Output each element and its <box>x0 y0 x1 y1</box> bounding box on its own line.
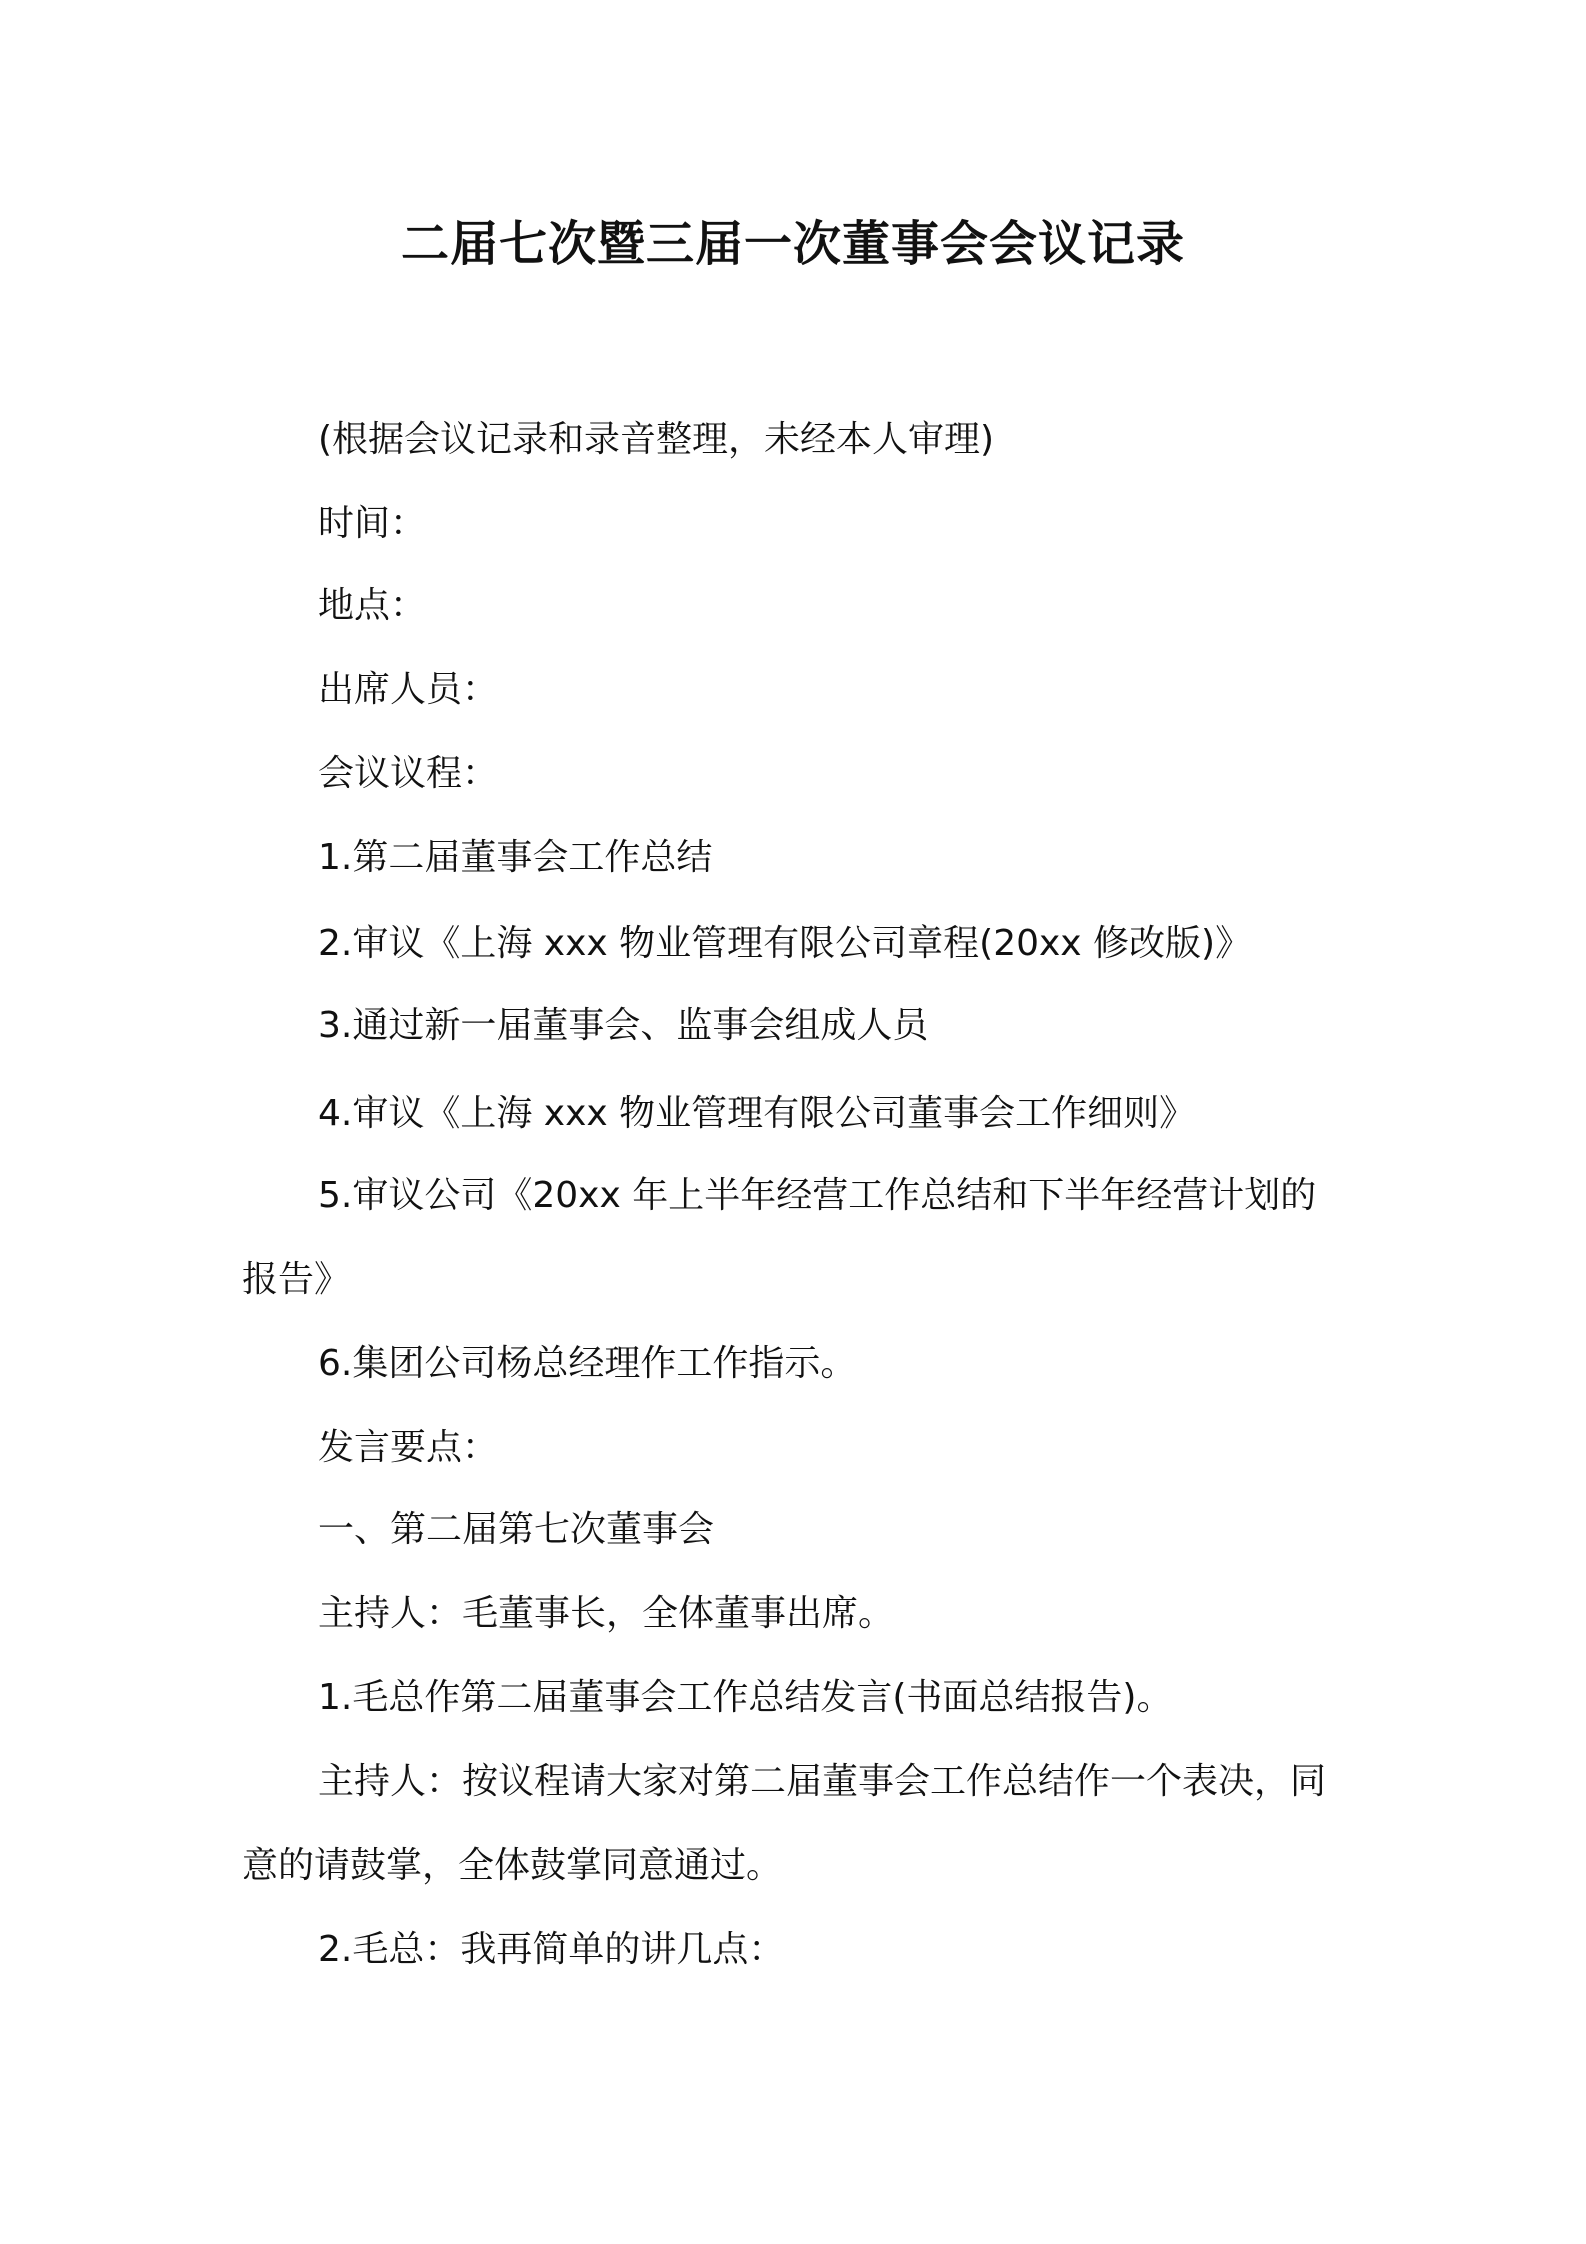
paragraph-vote-continued: 意的请鼓掌，全体鼓掌同意通过。 <box>242 1845 783 1886</box>
speech-points-heading: 发言要点： <box>318 1427 499 1468</box>
section-heading-1: 一、第二届第七次董事会 <box>318 1509 715 1550</box>
agenda-item-3: 3.通过新一届董事会、监事会组成人员 <box>318 1005 929 1046</box>
agenda-item-4: 4.审议《上海 xxx 物业管理有限公司董事会工作细则》 <box>318 1093 1196 1134</box>
paragraph-item-2: 2.毛总：我再简单的讲几点： <box>318 1929 785 1970</box>
document-title: 二届七次暨三届一次董事会会议记录 <box>400 216 1185 272</box>
location-field: 地点： <box>318 585 427 626</box>
agenda-item-1: 1.第二届董事会工作总结 <box>318 837 713 878</box>
agenda-item-2: 2.审议《上海 xxx 物业管理有限公司章程(20xx 修改版)》 <box>318 923 1252 964</box>
agenda-item-5-continued: 报告》 <box>242 1259 351 1300</box>
agenda-item-6: 6.集团公司杨总经理作工作指示。 <box>318 1343 857 1384</box>
paragraph-vote: 主持人：按议程请大家对第二届董事会工作总结作一个表决，同 <box>318 1761 1327 1802</box>
paragraph-item-1: 1.毛总作第二届董事会工作总结发言(书面总结报告)。 <box>318 1677 1173 1718</box>
attendees-field: 出席人员： <box>318 669 499 710</box>
agenda-item-5: 5.审议公司《20xx 年上半年经营工作总结和下半年经营计划的 <box>318 1175 1317 1216</box>
paragraph-host: 主持人：毛董事长，全体董事出席。 <box>318 1593 895 1634</box>
time-field: 时间： <box>318 503 427 544</box>
agenda-heading: 会议议程： <box>318 753 499 794</box>
note-line: (根据会议记录和录音整理，未经本人审理) <box>318 419 995 460</box>
